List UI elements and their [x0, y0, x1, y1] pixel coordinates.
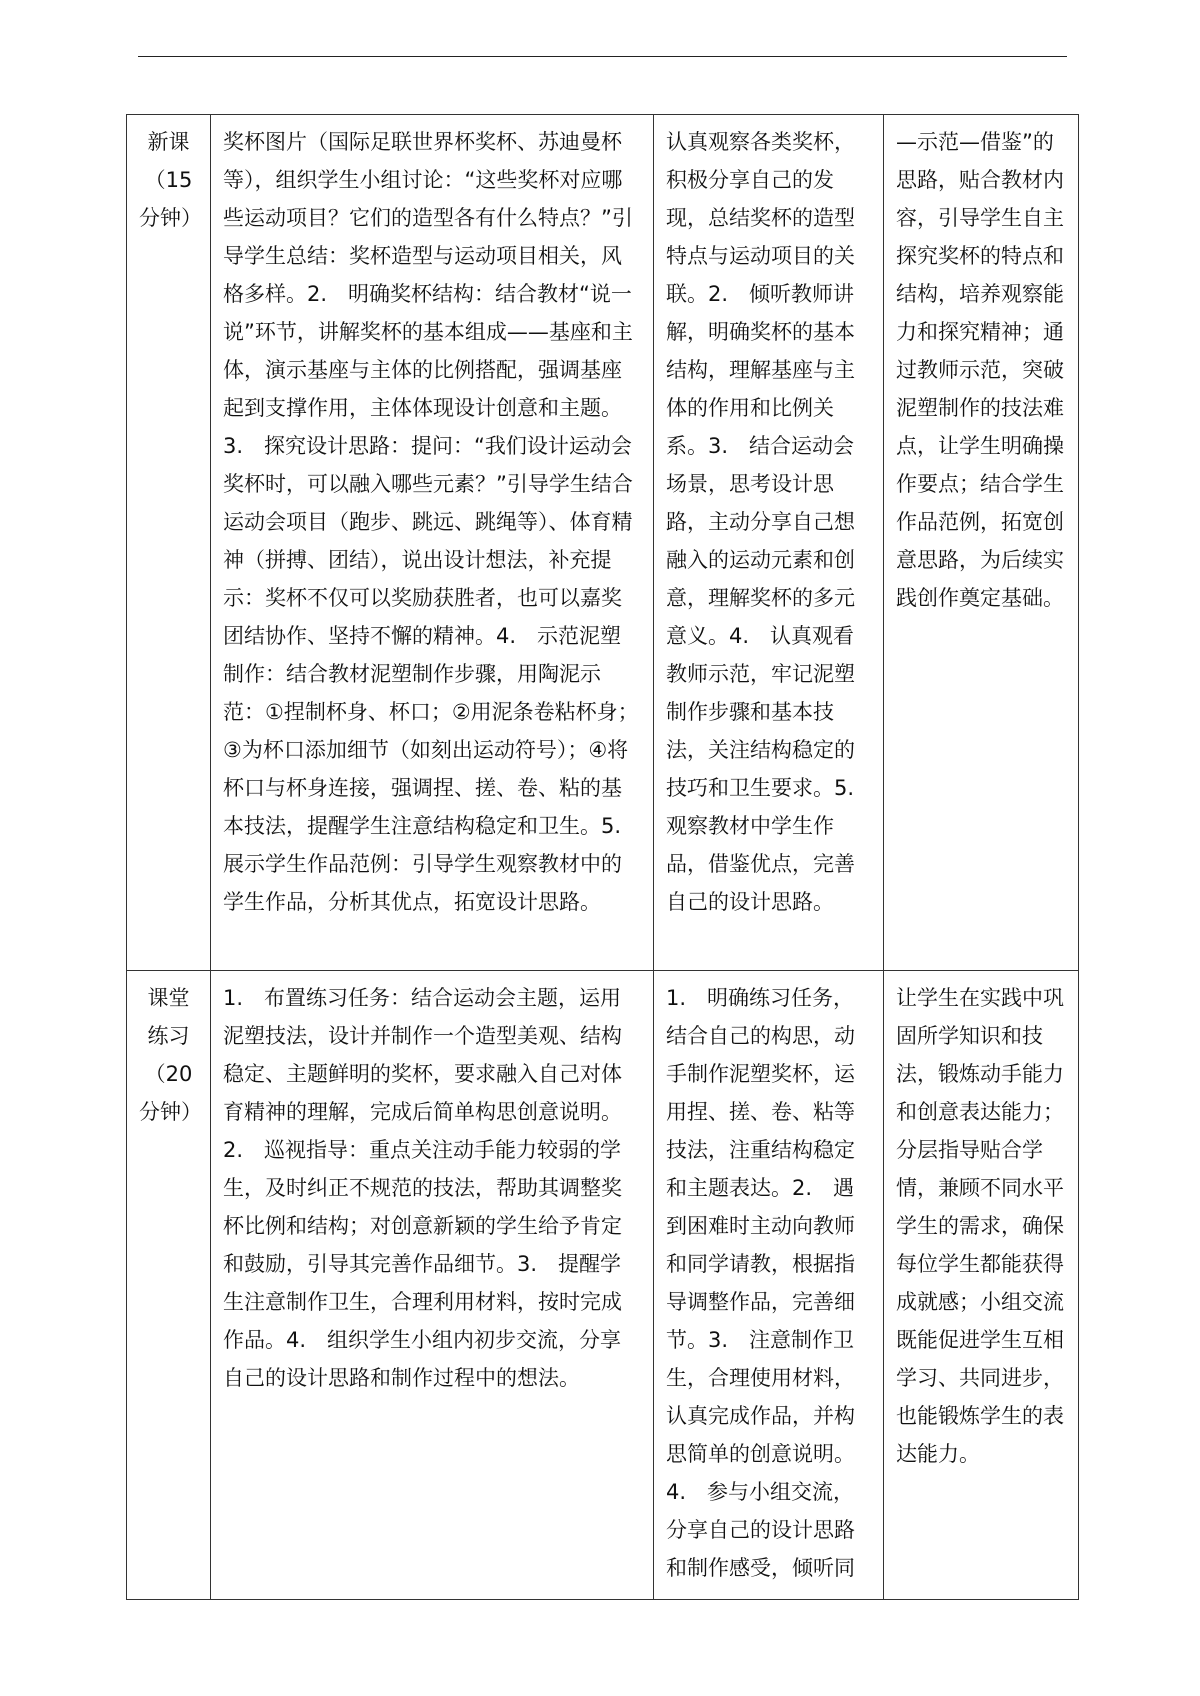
teacher-activity-cell [211, 971, 654, 1600]
stage-label: 课堂 练习 （20 分钟） [139, 986, 202, 1124]
lesson-plan-table [126, 114, 1079, 1600]
stage-label: 新课 （15 分钟） [139, 130, 202, 230]
design-intent-cell [884, 115, 1079, 971]
teacher-activity-cell [211, 115, 654, 971]
design-intent-text: 让学生在实践中巩固所学知识和技法，锻炼动手能力和创意表达能力；分层指导贴合学情，兼顾不同水平学生的需求，确保每位学生都能获得成就感；小组交流既能促进学生互相学习、共同进步，也能锻炼学生的表达能力。 [896, 986, 1064, 1466]
student-activity-text: 认真观察各类奖杯，积极分享自己的发现，总结奖杯的造型特点与运动项目的关联。2. 倾听教师讲解，明确奖杯的基本结构，理解基座与主体的作用和比例关系。3. 结合运动会场景，思考设计思路，主动分享自己想融入的运动元素和创意，理解奖杯的多元意义。4. 认真观看教师示范，牢记泥塑制作步骤和基本技法，关注结构稳定的技巧和卫生要求。5. 观察教材中学生作品，借鉴优点，完善自己的设计思路。 [666, 130, 876, 914]
teacher-activity-text: 1. 布置练习任务：结合运动会主题，运用泥塑技法，设计并制作一个造型美观、结构稳定、主题鲜明的奖杯，要求融入自己对体育精神的理解，完成后简单构思创意说明。2. 巡视指导：重点关注动手能力较弱的学生，及时纠正不规范的技法，帮助其调整奖杯比例和结构；对创意新颖的学生给予肯定和鼓励，引导其完善作品细节。3. 提醒学生注意制作卫生，合理利用材料，按时完成作品。4. 组织学生小组内初步交流，分享自己的设计思路和制作过程中的想法。 [223, 986, 622, 1390]
teacher-activity-text: 奖杯图片（国际足联世界杯奖杯、苏迪曼杯等），组织学生小组讨论：“这些奖杯对应哪些运动项目？它们的造型各有什么特点？”引导学生总结：奖杯造型与运动项目相关，风格多样。2. 明确奖杯结构：结合教材“说一说”环节，讲解奖杯的基本组成——基座和主体，演示基座与主体的比例搭配，强调基座起到支撑作用，主体体现设计创意和主题。3. 探究设计思路：提问：“我们设计运动会奖杯时，可以融入哪些元素？”引导学生结合运动会项目（跑步、跳远、跳绳等）、体育精神（拼搏、团结），说出设计想法，补充提示：奖杯不仅可以奖励获胜者，也可以嘉奖团结协作、坚持不懈的精神。4. 示范泥塑制作：结合教材泥塑制作步骤，用陶泥示范：①捏制杯身、杯口；②用泥条卷粘杯身；③为杯口添加细节（如刻出运动符号）；④将杯口与杯身连接，强调捏、搓、卷、粘的基本技法，提醒学生注意结构稳定和卫生。5. 展示学生作品范例：引导学生观察教材中的学生作品，分析其优点，拓宽设计思路。 [223, 130, 643, 914]
table-row-class-practice [127, 971, 1079, 1600]
stage-cell [127, 115, 211, 971]
student-activity-cell [654, 971, 884, 1600]
table-row-new-lesson [127, 115, 1079, 971]
stage-cell [127, 971, 211, 1600]
design-intent-text: —示范—借鉴”的思路，贴合教材内容，引导学生自主探究奖杯的特点和结构，培养观察能力和探究精神；通过教师示范，突破泥塑制作的技法难点，让学生明确操作要点；结合学生作品范例，拓宽创意思路，为后续实践创作奠定基础。 [896, 130, 1064, 610]
page-header-rule [138, 56, 1067, 57]
design-intent-cell [884, 971, 1079, 1600]
student-activity-cell [654, 115, 884, 971]
student-activity-text: 1. 明确练习任务，结合自己的构思，动手制作泥塑奖杯，运用捏、搓、卷、粘等技法，注重结构稳定和主题表达。2. 遇到困难时主动向教师和同学请教，根据指导调整作品，完善细节。3. 注意制作卫生，合理使用材料，认真完成作品，并构思简单的创意说明。 4. 参与小组交流，分享自己的设计思路和制作感受，倾听同 [666, 986, 855, 1580]
